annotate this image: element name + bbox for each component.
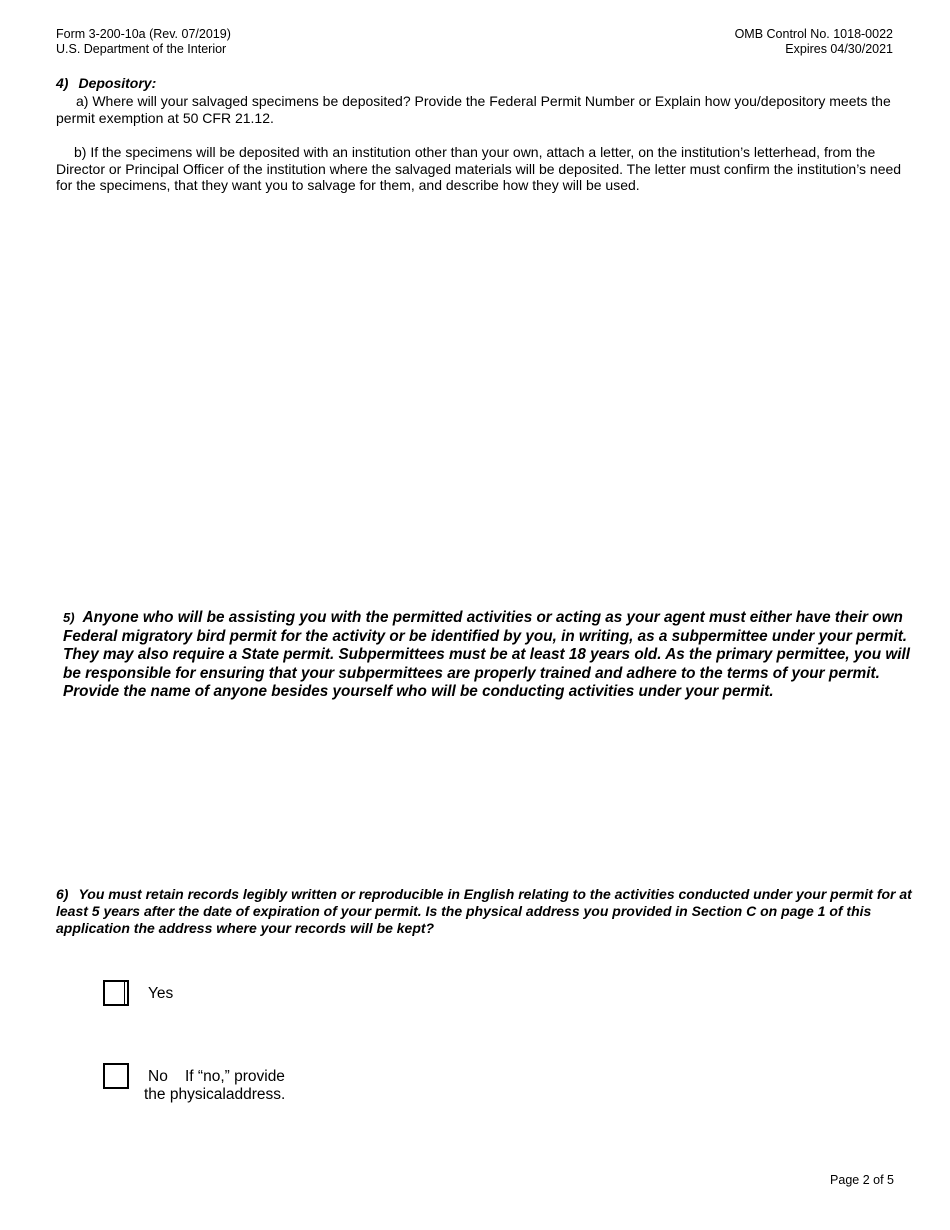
q5-question [63, 609, 915, 702]
page-number: Page 2 of 5 [830, 1173, 894, 1187]
form-id: Form 3-200-10a (Rev. 07/2019) [56, 27, 231, 41]
q4-heading [56, 75, 156, 91]
q6-number: 6) [56, 886, 69, 902]
no-checkbox[interactable] [103, 1063, 129, 1089]
form-header-right [735, 27, 893, 57]
no-instruction-line1: If “no,” provide [185, 1068, 285, 1085]
q5-text: Anyone who will be assisting you with the permitted activities or acting as your agent must either have their own Federal migratory bird permit for the activity or be identified by you, in writing, as a subpermittee under your permit. They may also require a State permit. Subpermittees must be at least 18 years old. As the primary permittee, you will be responsible for ensuring that your subpermittees are properly trained and adhere to the terms of your permit. Provide the name of anyone besides yourself who will be conducting activities under your permit. [63, 609, 911, 700]
q5-number: 5) [63, 610, 75, 625]
no-instruction-line2: the physicaladdress. [144, 1086, 286, 1103]
q4-number: 4) [56, 75, 69, 91]
yes-checkbox[interactable] [103, 980, 129, 1006]
q4-part-b: b) If the specimens will be deposited with an institution other than your own, attach a letter, on the institution’s letterhead, from the Director or Principal Officer of the institution where the salvaged materials will be deposited. The letter must confirm the institution’s need for the specimens, that they want you to salvage for them, and describe how they will be used. [56, 144, 902, 193]
q4-part-a: a) Where will your salvaged specimens be deposited? Provide the Federal Permit Number or Explain how you/depository meets the permit exemption at 50 CFR 21.12. [56, 93, 891, 126]
form-header-left [56, 27, 231, 57]
q6-text: You must retain records legibly written or reproducible in English relating to the activities conducted under your permit for at least 5 years after the date of expiration of your permit. Is the physical address you provided in Section C on page 1 of this application the address where your records will be kept? [56, 886, 912, 936]
expiration-date: Expires 04/30/2021 [785, 42, 893, 56]
q4-title: Depository: [78, 75, 157, 91]
no-label: No [148, 1068, 168, 1085]
yes-label: Yes [148, 985, 174, 1002]
department-name: U.S. Department of the Interior [56, 42, 227, 56]
q6-question [56, 886, 912, 937]
omb-control-number: OMB Control No. 1018-0022 [734, 27, 893, 41]
